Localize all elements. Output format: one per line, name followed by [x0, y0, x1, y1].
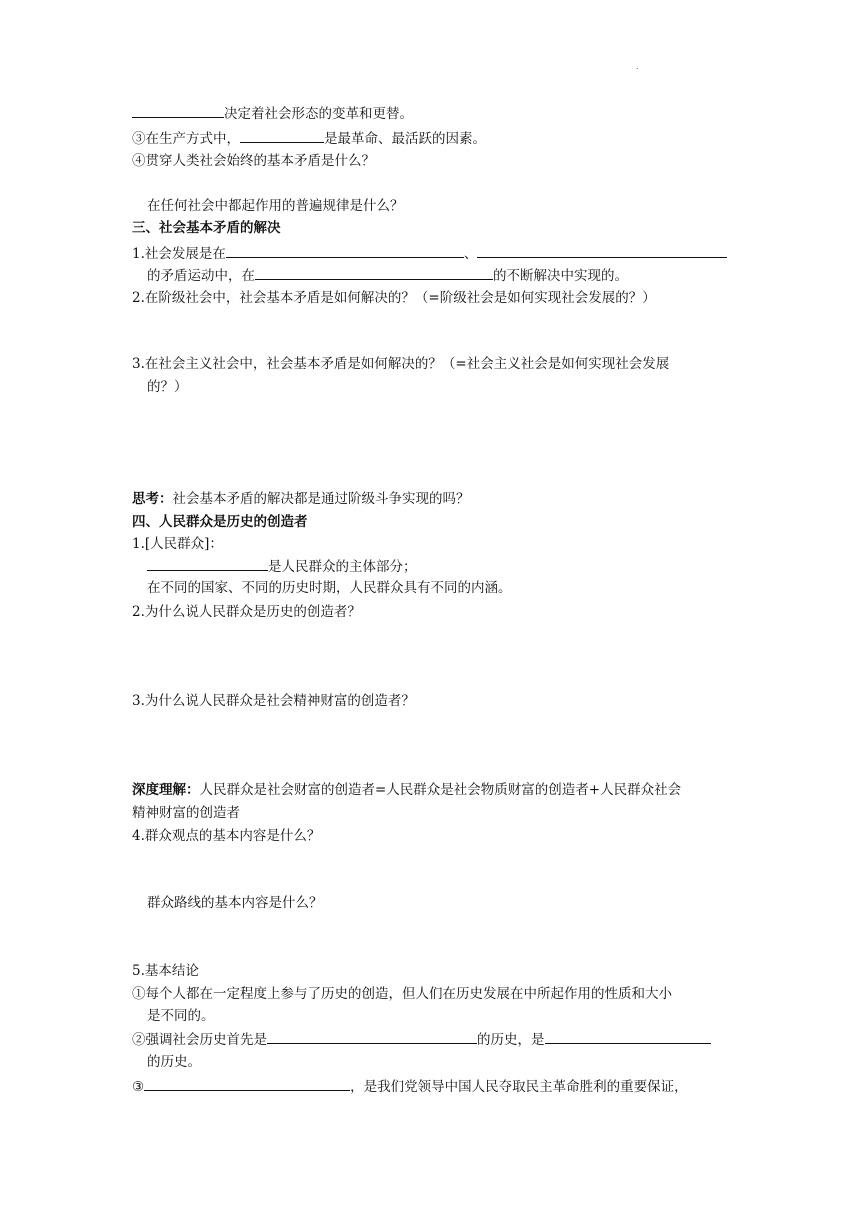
deep-understanding-line: 深度理解：人民群众是社会财富的创造者=人民群众是社会物质财富的创造者+人民群众社会	[132, 782, 682, 798]
answer-blank[interactable]	[226, 243, 464, 258]
answer-blank[interactable]	[147, 556, 268, 571]
answer-blank[interactable]	[240, 128, 324, 143]
conclusion-3: ③ ，是我们党领导中国人民夺取民主革命胜利的重要保证，	[132, 1076, 688, 1097]
question-socialist-society-cont: 的？）	[147, 379, 188, 395]
question-mass-line: 群众路线的基本内容是什么？	[147, 895, 323, 911]
section-heading-3: 三、社会基本矛盾的解决	[132, 220, 281, 236]
section-heading-4: 四、人民群众是历史的创造者	[132, 514, 308, 530]
answer-blank[interactable]	[267, 1029, 477, 1044]
conclusion-1-cont: 是不同的。	[147, 1008, 215, 1024]
answer-blank[interactable]	[132, 103, 224, 118]
think-line: 思考：社会基本矛盾的解决都是通过阶级斗争实现的吗？	[132, 491, 470, 507]
answer-blank[interactable]	[545, 1029, 711, 1044]
item-people-definition: 1.[人民群众]：	[132, 536, 223, 552]
line-mode-of-production: ③在生产方式中， 是最革命、最活跃的因素。	[132, 128, 486, 149]
deep-understanding-cont: 精神财富的创造者	[132, 805, 240, 821]
text-people-meaning: 在不同的国家、不同的历史时期，人民群众具有不同的内涵。	[147, 580, 512, 596]
header-dot: .	[636, 62, 639, 71]
question-mass-viewpoint: 4.群众观点的基本内容是什么？	[132, 828, 321, 844]
question-class-society: 2.在阶级社会中，社会基本矛盾是如何解决的？（=阶级社会是如何实现社会发展的？）	[132, 290, 656, 306]
question-creators-of-history: 2.为什么说人民群众是历史的创造者？	[132, 604, 361, 620]
question-universal-law: 在任何社会中都起作用的普遍规律是什么？	[147, 198, 404, 214]
conclusion-2: ②强调社会历史首先是 的历史，是	[132, 1029, 711, 1050]
conclusion-2-cont: 的历史。	[147, 1054, 201, 1070]
answer-blank[interactable]	[477, 243, 727, 258]
answer-blank[interactable]	[144, 1076, 350, 1091]
answer-blank[interactable]	[255, 265, 493, 280]
item-basic-conclusion: 5.基本结论	[132, 963, 199, 979]
question-basic-contradiction: ④贯穿人类社会始终的基本矛盾是什么？	[132, 153, 375, 169]
question-socialist-society: 3.在社会主义社会中，社会基本矛盾是如何解决的？（=社会主义社会是如何实现社会发展	[132, 356, 670, 372]
fill-line-1b: 的矛盾运动中，在 的不断解决中实现的。	[147, 265, 628, 286]
line-production-relation: 决定着社会形态的变革和更替。	[132, 103, 413, 124]
question-spiritual-wealth: 3.为什么说人民群众是社会精神财富的创造者？	[132, 693, 415, 709]
fill-line-1a: 1.社会发展是在 、	[132, 243, 727, 264]
fill-line-people-main: 是人民群众的主体部分；	[147, 556, 417, 577]
conclusion-1: ①每个人都在一定程度上参与了历史的创造，但人们在历史发展在中所起作用的性质和大小	[132, 986, 672, 1002]
